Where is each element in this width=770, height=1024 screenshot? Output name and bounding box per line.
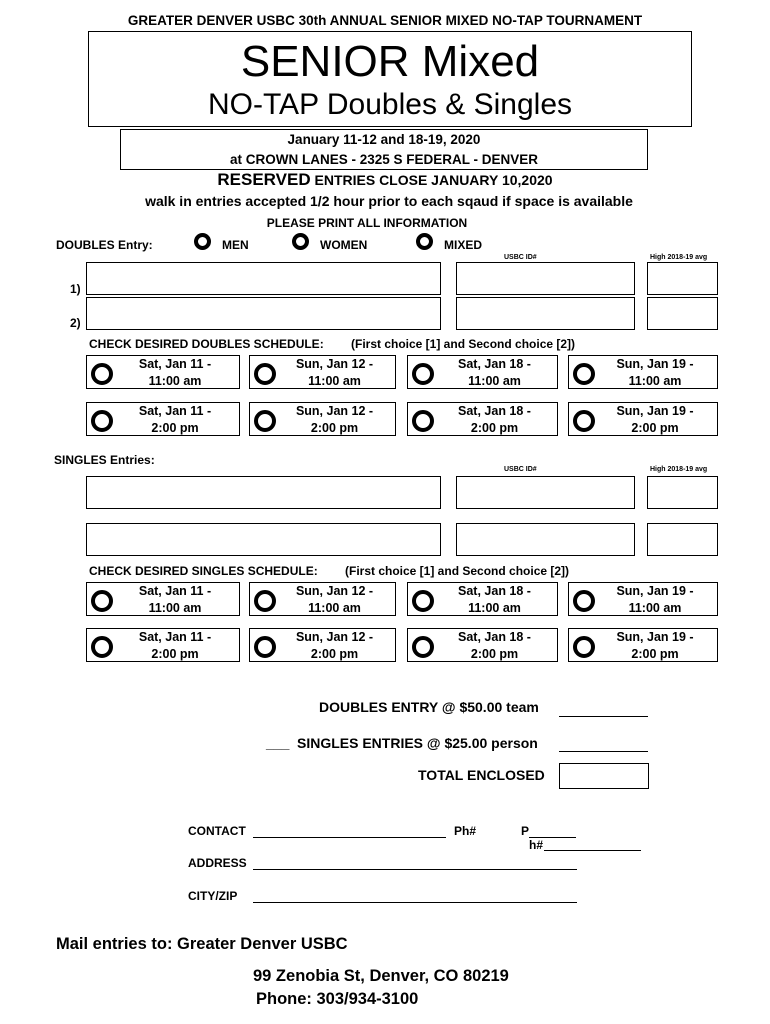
- doubles-bowler-1-name-field[interactable]: [86, 262, 441, 295]
- singles-entry-label: SINGLES Entries:: [54, 453, 155, 467]
- contact-name-field[interactable]: [253, 837, 446, 838]
- doubles-bowler-2-usbc-field[interactable]: [456, 297, 635, 330]
- radio-icon: [91, 363, 113, 385]
- radio-icon: [573, 590, 595, 612]
- title-box: [88, 31, 692, 127]
- singles-squad-sat-jan11-am[interactable]: Sat, Jan 11 - 11:00 am: [86, 582, 240, 616]
- radio-icon: [254, 410, 276, 432]
- phone-p-label: P: [521, 824, 530, 838]
- singles-bowler-1-name-field[interactable]: [86, 476, 441, 509]
- phone-h-label: h#: [529, 838, 544, 852]
- doubles-avg-label: High 2018-19 avg: [650, 254, 708, 261]
- entries-close: [0, 170, 770, 190]
- singles-count-blank[interactable]: ___: [266, 735, 290, 751]
- address-field[interactable]: [253, 869, 577, 870]
- radio-icon: [412, 590, 434, 612]
- radio-icon: [573, 636, 595, 658]
- singles-squad-sat-jan18-pm[interactable]: Sat, Jan 18 - 2:00 pm: [407, 628, 558, 662]
- doubles-women-radio[interactable]: [292, 233, 309, 250]
- radio-icon: [412, 363, 434, 385]
- doubles-schedule-label: CHECK DESIRED DOUBLES SCHEDULE:: [89, 337, 324, 351]
- doubles-choice-note: (First choice [1] and Second choice [2]): [351, 337, 576, 351]
- doubles-bowler-2-avg-field[interactable]: [647, 297, 718, 330]
- doubles-squad-sat-jan18-pm[interactable]: Sat, Jan 18 - 2:00 pm: [407, 402, 558, 436]
- doubles-squad-sat-jan18-am[interactable]: Sat, Jan 18 - 11:00 am: [407, 355, 558, 389]
- doubles-row-1-label: 1): [70, 282, 81, 296]
- doubles-squad-sun-jan19-pm[interactable]: Sun, Jan 19 - 2:00 pm: [568, 402, 718, 436]
- mail-to-label: Mail entries to: Greater Denver USBC: [56, 935, 348, 953]
- doubles-squad-sun-jan12-am[interactable]: Sun, Jan 12 - 11:00 am: [249, 355, 396, 389]
- address-label: ADDRESS: [188, 856, 247, 870]
- singles-schedule-label: CHECK DESIRED SINGLES SCHEDULE:: [89, 564, 318, 578]
- doubles-usbc-label: USBC ID#: [504, 254, 537, 261]
- doubles-bowler-2-name-field[interactable]: [86, 297, 441, 330]
- doubles-mixed-radio[interactable]: [416, 233, 433, 250]
- doubles-squad-sun-jan19-am[interactable]: Sun, Jan 19 - 11:00 am: [568, 355, 718, 389]
- singles-bowler-1-usbc-field[interactable]: [456, 476, 635, 509]
- singles-fee-field[interactable]: [559, 751, 648, 752]
- singles-fee-label: SINGLES ENTRIES @ $25.00 person: [297, 735, 538, 751]
- doubles-squad-sat-jan11-am[interactable]: Sat, Jan 11 - 11:00 am: [86, 355, 240, 389]
- singles-bowler-2-usbc-field[interactable]: [456, 523, 635, 556]
- doubles-row-2-label: 2): [70, 316, 81, 330]
- entries-close-text: ENTRIES CLOSE JANUARY 10,2020: [310, 172, 553, 188]
- tournament-heading: GREATER DENVER USBC 30th ANNUAL SENIOR MIXED NO-TAP TOURNAMENT: [127, 13, 643, 28]
- doubles-bowler-1-usbc-field[interactable]: [456, 262, 635, 295]
- mail-phone: Phone: 303/934-3100: [256, 990, 419, 1008]
- singles-bowler-2-avg-field[interactable]: [647, 523, 718, 556]
- doubles-squad-sun-jan12-pm[interactable]: Sun, Jan 12 - 2:00 pm: [249, 402, 396, 436]
- phone-field[interactable]: [544, 850, 641, 851]
- singles-squad-sun-jan19-am[interactable]: Sun, Jan 19 - 11:00 am: [568, 582, 718, 616]
- radio-icon: [254, 590, 276, 612]
- singles-squad-sat-jan11-pm[interactable]: Sat, Jan 11 - 2:00 pm: [86, 628, 240, 662]
- radio-icon: [254, 636, 276, 658]
- radio-icon: [254, 363, 276, 385]
- tournament-dates: January 11-12 and 18-19, 2020: [287, 132, 481, 147]
- radio-icon: [573, 410, 595, 432]
- doubles-men-radio[interactable]: [194, 233, 211, 250]
- doubles-squad-sat-jan11-pm[interactable]: Sat, Jan 11 - 2:00 pm: [86, 402, 240, 436]
- reserved-word: RESERVED: [217, 170, 311, 189]
- radio-icon: [91, 410, 113, 432]
- total-enclosed-label: TOTAL ENCLOSED: [418, 767, 545, 783]
- singles-avg-label: High 2018-19 avg: [650, 466, 708, 473]
- singles-bowler-2-name-field[interactable]: [86, 523, 441, 556]
- radio-icon: [573, 363, 595, 385]
- singles-squad-sat-jan18-am[interactable]: Sat, Jan 18 - 11:00 am: [407, 582, 558, 616]
- phone-label: Ph#: [454, 824, 477, 838]
- cityzip-label: CITY/ZIP: [188, 889, 238, 903]
- date-box: [120, 129, 648, 170]
- print-note: PLEASE PRINT ALL INFORMATION: [266, 216, 468, 230]
- singles-squad-sun-jan19-pm[interactable]: Sun, Jan 19 - 2:00 pm: [568, 628, 718, 662]
- radio-icon: [91, 590, 113, 612]
- doubles-bowler-1-avg-field[interactable]: [647, 262, 718, 295]
- doubles-mixed-label: MIXED: [444, 238, 483, 252]
- title-main: SENIOR Mixed: [240, 37, 540, 86]
- cityzip-field[interactable]: [253, 902, 577, 903]
- doubles-women-label: WOMEN: [320, 238, 368, 252]
- radio-icon: [412, 636, 434, 658]
- tournament-location: at CROWN LANES - 2325 S FEDERAL - DENVER: [229, 152, 539, 167]
- doubles-entry-label: DOUBLES Entry:: [56, 238, 153, 252]
- walkin-note: walk in entries accepted 1/2 hour prior to each sqaud if space is available: [145, 193, 633, 209]
- radio-icon: [91, 636, 113, 658]
- doubles-men-label: MEN: [222, 238, 249, 252]
- title-sub: NO-TAP Doubles & Singles: [207, 88, 573, 121]
- doubles-fee-field[interactable]: [559, 716, 648, 717]
- mail-street: 99 Zenobia St, Denver, CO 80219: [253, 967, 509, 985]
- radio-icon: [412, 410, 434, 432]
- singles-squad-sun-jan12-pm[interactable]: Sun, Jan 12 - 2:00 pm: [249, 628, 396, 662]
- singles-usbc-label: USBC ID#: [504, 466, 537, 473]
- contact-label: CONTACT: [188, 824, 246, 838]
- singles-squad-sun-jan12-am[interactable]: Sun, Jan 12 - 11:00 am: [249, 582, 396, 616]
- doubles-fee-label: DOUBLES ENTRY @ $50.00 team: [319, 699, 539, 715]
- total-enclosed-field[interactable]: [559, 763, 649, 789]
- singles-choice-note: (First choice [1] and Second choice [2]): [345, 564, 570, 578]
- singles-bowler-1-avg-field[interactable]: [647, 476, 718, 509]
